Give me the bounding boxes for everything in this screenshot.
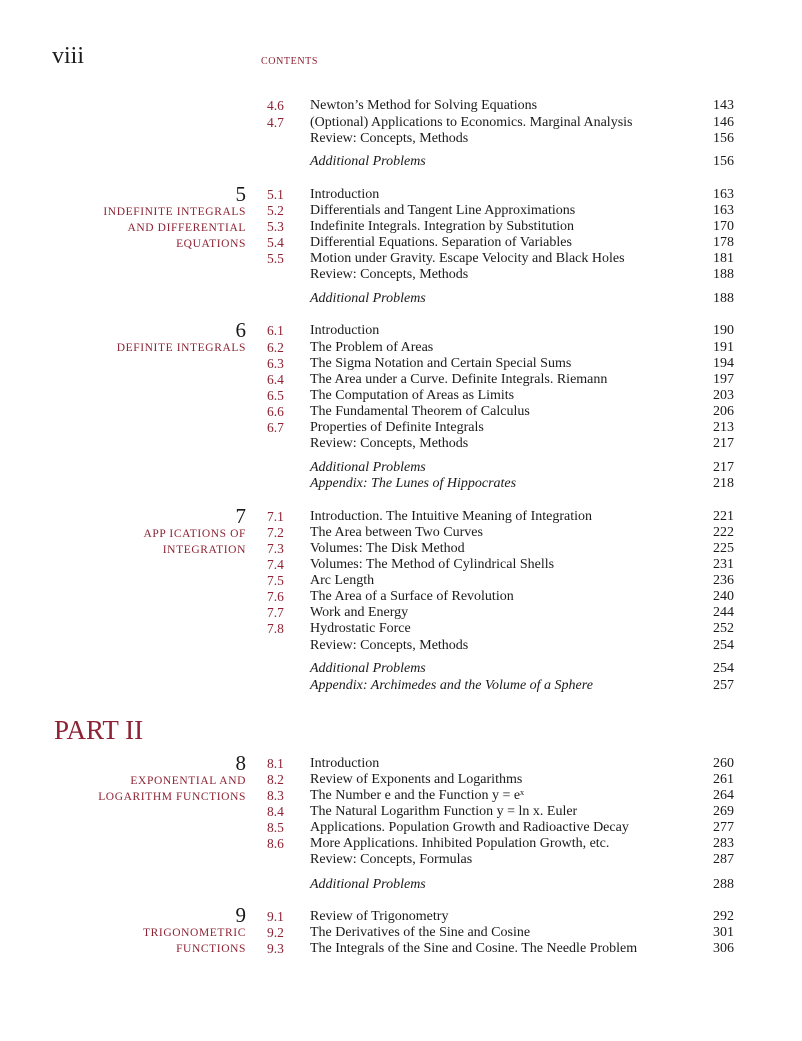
section-title: Properties of Definite Integrals: [310, 420, 484, 435]
section-number: 6.4: [267, 372, 284, 387]
section-title: The Number e and the Function y = eˣ: [310, 788, 525, 803]
section-title: The Natural Logarithm Function y = ln x. Euler: [310, 804, 578, 819]
section-title: Additional Problems: [310, 661, 426, 676]
section-title: Differentials and Tangent Line Approximations: [310, 203, 576, 218]
section-number: 7.8: [267, 621, 284, 636]
section-page-number: 194: [713, 356, 734, 371]
toc-entry: [0, 941, 802, 957]
section-number: 8.2: [267, 772, 284, 787]
chapter-number: 6: [235, 318, 246, 342]
toc-entry: [0, 525, 802, 541]
toc-entry: [0, 235, 802, 251]
section-number: 4.6: [267, 98, 284, 113]
toc-entry: [0, 756, 802, 772]
section-page-number: 261: [713, 772, 734, 787]
chapter-number: 9: [235, 903, 246, 927]
toc-entry: [0, 98, 802, 114]
section-page-number: 257: [713, 678, 734, 693]
section-number: 5.1: [267, 187, 284, 202]
toc-entry-supplement: [0, 460, 802, 476]
section-page-number: 146: [713, 115, 734, 130]
toc-entry: [0, 203, 802, 219]
toc-entry: [0, 925, 802, 941]
section-number: 9.2: [267, 925, 284, 940]
section-page-number: 254: [713, 638, 734, 653]
chapter-number: 7: [235, 504, 246, 528]
chapter-number: 8: [235, 751, 246, 775]
section-page-number: 225: [713, 541, 734, 556]
section-page-number: 240: [713, 589, 734, 604]
section-page-number: 217: [713, 460, 734, 475]
section-page-number: 188: [713, 267, 734, 282]
toc-entry: [0, 557, 802, 573]
section-page-number: 292: [713, 909, 734, 924]
section-title: Motion under Gravity. Escape Velocity and Black Holes: [310, 251, 625, 266]
section-page-number: 181: [713, 251, 734, 266]
section-number: 8.6: [267, 836, 284, 851]
section-page-number: 170: [713, 219, 734, 234]
section-number: 6.2: [267, 340, 284, 355]
section-title: The Derivatives of the Sine and Cosine: [310, 925, 531, 940]
chapter-title-line: EXPONENTIAL AND: [130, 775, 246, 787]
toc-entry: [0, 621, 802, 637]
running-head: CONTENTS: [261, 56, 319, 67]
toc-entry: [0, 541, 802, 557]
section-title: Differential Equations. Separation of Variables: [310, 235, 572, 250]
section-title: Introduction: [310, 756, 380, 771]
section-title: The Integrals of the Sine and Cosine. The Needle Problem: [310, 941, 638, 956]
section-title: Review: Concepts, Methods: [310, 436, 469, 451]
section-title: Applications. Population Growth and Radioactive Decay: [310, 820, 629, 835]
section-page-number: 221: [713, 509, 734, 524]
toc-entry: [0, 219, 802, 235]
section-number: 8.1: [267, 756, 284, 771]
chapter-title-line: APP ICATIONS OF: [143, 528, 246, 540]
section-title: The Area of a Surface of Revolution: [310, 589, 514, 604]
section-page-number: 283: [713, 836, 734, 851]
section-title: The Area between Two Curves: [310, 525, 483, 540]
toc-entry: [0, 573, 802, 589]
toc-entry: [0, 638, 802, 654]
section-page-number: 236: [713, 573, 734, 588]
section-title: More Applications. Inhibited Population Growth, etc.: [310, 836, 610, 851]
section-title: Arc Length: [310, 573, 375, 588]
toc-entry: [0, 372, 802, 388]
section-title: The Computation of Areas as Limits: [310, 388, 515, 403]
section-number: 7.5: [267, 573, 284, 588]
section-number: 8.5: [267, 820, 284, 835]
section-number: 7.7: [267, 605, 284, 620]
section-page-number: 217: [713, 436, 734, 451]
section-page-number: 277: [713, 820, 734, 835]
section-title: Introduction: [310, 187, 380, 202]
section-page-number: 288: [713, 877, 734, 892]
toc-entry: [0, 852, 802, 868]
toc-entry-supplement: [0, 661, 802, 677]
section-number: 6.7: [267, 420, 284, 435]
chapter-title-line: INDEFINITE INTEGRALS: [103, 206, 246, 218]
section-page-number: 264: [713, 788, 734, 803]
toc-entry: [0, 356, 802, 372]
section-number: 6.1: [267, 323, 284, 338]
toc-entry: [0, 804, 802, 820]
toc-entry-supplement: [0, 678, 802, 694]
section-page-number: 203: [713, 388, 734, 403]
section-title: Hydrostatic Force: [310, 621, 411, 636]
toc-entry: [0, 340, 802, 356]
toc-entry: [0, 909, 802, 925]
chapter-title-line: TRIGONOMETRIC: [143, 927, 246, 939]
chapter-title-line: LOGARITHM FUNCTIONS: [98, 791, 246, 803]
section-number: 8.4: [267, 804, 284, 819]
section-number: 5.4: [267, 235, 284, 250]
section-page-number: 156: [713, 131, 734, 146]
toc-entry: [0, 436, 802, 452]
section-page-number: 301: [713, 925, 734, 940]
section-number: 5.2: [267, 203, 284, 218]
section-page-number: 143: [713, 98, 734, 113]
toc-entry: [0, 420, 802, 436]
toc-entry: [0, 187, 802, 203]
section-title: Appendix: Archimedes and the Volume of a Sphere: [310, 678, 593, 693]
section-page-number: 178: [713, 235, 734, 250]
toc-entry: [0, 589, 802, 605]
chapter-title-line: FUNCTIONS: [176, 943, 246, 955]
section-title: Work and Energy: [310, 605, 409, 620]
section-page-number: 163: [713, 187, 734, 202]
section-number: 7.3: [267, 541, 284, 556]
section-page-number: 244: [713, 605, 734, 620]
section-title: Review: Concepts, Formulas: [310, 852, 473, 867]
section-title: The Problem of Areas: [310, 340, 434, 355]
toc-entry-supplement: [0, 877, 802, 893]
section-title: (Optional) Applications to Economics. Marginal Analysis: [310, 115, 633, 130]
section-title: Volumes: The Method of Cylindrical Shells: [310, 557, 555, 572]
chapter-title-line: INTEGRATION: [162, 544, 246, 556]
toc-entry: [0, 388, 802, 404]
toc-entry: [0, 836, 802, 852]
section-number: 7.4: [267, 557, 284, 572]
toc-entry: [0, 772, 802, 788]
chapter-title-line: DEFINITE INTEGRALS: [116, 342, 246, 354]
toc-entry: [0, 323, 802, 339]
section-page-number: 269: [713, 804, 734, 819]
toc-entry: [0, 115, 802, 131]
chapter-title-line: AND DIFFERENTIAL: [127, 222, 246, 234]
toc-entry: [0, 267, 802, 283]
section-number: 6.6: [267, 404, 284, 419]
toc-entry-supplement: [0, 291, 802, 307]
section-number: 7.6: [267, 589, 284, 604]
section-title: Review: Concepts, Methods: [310, 267, 469, 282]
chapter-number: 5: [235, 182, 246, 206]
section-title: Additional Problems: [310, 460, 426, 475]
section-page-number: 287: [713, 852, 734, 867]
page-number: viii: [52, 43, 85, 69]
section-title: Review of Exponents and Logarithms: [310, 772, 523, 787]
toc-entry: [0, 820, 802, 836]
section-page-number: 190: [713, 323, 734, 338]
section-title: Newton’s Method for Solving Equations: [310, 98, 538, 113]
section-title: The Area under a Curve. Definite Integrals. Riemann: [310, 372, 608, 387]
section-title: Introduction: [310, 323, 380, 338]
toc-entry: [0, 788, 802, 804]
section-number: 5.5: [267, 251, 284, 266]
section-page-number: 197: [713, 372, 734, 387]
toc-entry: [0, 605, 802, 621]
section-number: 5.3: [267, 219, 284, 234]
section-page-number: 156: [713, 154, 734, 169]
section-title: Additional Problems: [310, 877, 426, 892]
toc-entry: [0, 509, 802, 525]
section-page-number: 206: [713, 404, 734, 419]
toc-entry: [0, 404, 802, 420]
section-page-number: 222: [713, 525, 734, 540]
section-page-number: 254: [713, 661, 734, 676]
section-page-number: 218: [713, 476, 734, 491]
section-title: Additional Problems: [310, 291, 426, 306]
section-title: Volumes: The Disk Method: [310, 541, 465, 556]
section-title: The Fundamental Theorem of Calculus: [310, 404, 530, 419]
section-title: Review: Concepts, Methods: [310, 638, 469, 653]
section-title: Introduction. The Intuitive Meaning of Integration: [310, 509, 593, 524]
section-number: 6.3: [267, 356, 284, 371]
section-number: 9.3: [267, 941, 284, 956]
section-page-number: 231: [713, 557, 734, 572]
section-number: 9.1: [267, 909, 284, 924]
section-title: Review of Trigonometry: [310, 909, 449, 924]
section-title: Additional Problems: [310, 154, 426, 169]
part-heading: PART II: [54, 715, 144, 745]
toc-entry-supplement: [0, 154, 802, 170]
section-title: The Sigma Notation and Certain Special Sums: [310, 356, 572, 371]
section-page-number: 252: [713, 621, 734, 636]
section-title: Indefinite Integrals. Integration by Substitution: [310, 219, 575, 234]
chapter-title-line: EQUATIONS: [176, 238, 246, 250]
section-title: Appendix: The Lunes of Hippocrates: [310, 476, 517, 491]
section-page-number: 163: [713, 203, 734, 218]
section-page-number: 260: [713, 756, 734, 771]
section-title: Review: Concepts, Methods: [310, 131, 469, 146]
section-number: 6.5: [267, 388, 284, 403]
toc-entry: [0, 131, 802, 147]
section-page-number: 213: [713, 420, 734, 435]
toc-entry-supplement: [0, 476, 802, 492]
section-number: 7.2: [267, 525, 284, 540]
section-page-number: 191: [713, 340, 734, 355]
section-number: 7.1: [267, 509, 284, 524]
section-number: 8.3: [267, 788, 284, 803]
toc-entry: [0, 251, 802, 267]
section-page-number: 306: [713, 941, 734, 956]
section-page-number: 188: [713, 291, 734, 306]
section-number: 4.7: [267, 115, 284, 130]
